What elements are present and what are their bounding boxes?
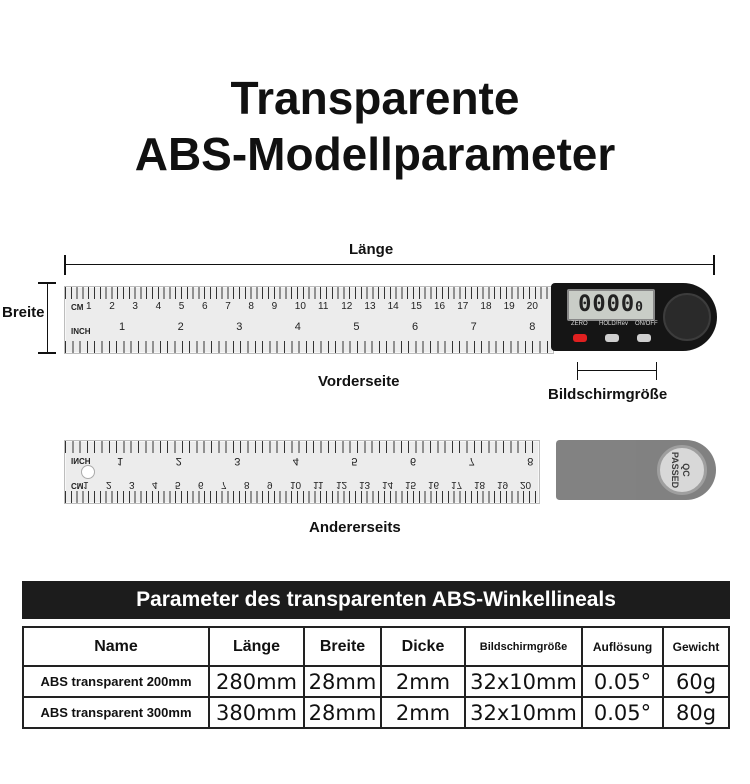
front-cm-number-5: 5	[178, 301, 185, 312]
page-title	[0, 70, 750, 182]
front-cm-number-13: 13	[364, 301, 376, 312]
front-inch-number-1: 1	[119, 321, 126, 333]
hold-button[interactable]	[605, 334, 619, 342]
back-cm-number-7: 7	[221, 479, 227, 490]
back-cm-number-8: 8	[244, 479, 250, 490]
front-cm-number-12: 12	[341, 301, 353, 312]
onoff-button[interactable]	[637, 334, 651, 342]
back-inch-number-4: 4	[292, 455, 299, 467]
front-inch-number-5: 5	[353, 321, 360, 333]
front-cm-number-15: 15	[410, 301, 422, 312]
back-inch-number-6: 6	[410, 455, 417, 467]
digital-display-head	[551, 283, 717, 351]
back-head	[556, 440, 716, 500]
front-cm-number-11: 11	[318, 301, 329, 312]
qc-passed-stamp	[657, 445, 707, 495]
screen-size-cap-right	[656, 362, 657, 380]
front-cm-number-4: 4	[155, 301, 162, 312]
cell-weight: 60g	[663, 666, 729, 697]
header-weight: Gewicht	[663, 627, 729, 666]
back-cm-number-4: 4	[152, 479, 158, 490]
zero-button-label: ZERO	[571, 321, 588, 327]
front-ruler-inch-unit: INCH	[71, 327, 91, 336]
back-ruler-cm-unit: CM	[71, 481, 84, 490]
width-dimension-line	[47, 282, 48, 354]
back-cm-number-13: 13	[359, 479, 371, 490]
back-cm-number-20: 20	[520, 479, 532, 490]
back-inch-number-8: 8	[527, 455, 534, 467]
width-dimension-cap-top	[38, 282, 56, 284]
back-cm-number-3: 3	[129, 479, 135, 490]
front-cm-number-10: 10	[294, 301, 306, 312]
front-inch-number-4: 4	[294, 321, 301, 333]
lcd-reading: 0000	[578, 292, 636, 317]
rotation-knob[interactable]	[663, 293, 711, 341]
header-screen-size: Bildschirmgröße	[465, 627, 582, 666]
cell-length: 280mm	[209, 666, 304, 697]
qc-text: QC	[681, 463, 691, 477]
back-cm-number-5: 5	[175, 479, 181, 490]
front-cm-number-20: 20	[526, 301, 538, 312]
front-inch-number-3: 3	[236, 321, 243, 333]
front-cm-number-3: 3	[132, 301, 138, 312]
hold-button-label: HOLD/Rev	[599, 321, 629, 327]
front-cm-number-14: 14	[387, 301, 399, 312]
front-inch-number-7: 7	[470, 321, 477, 333]
front-side-label: Vorderseite	[318, 373, 400, 390]
hanging-hole	[81, 465, 95, 479]
header-name: Name	[23, 627, 209, 666]
table-row	[23, 697, 729, 728]
length-dimension-cap-left	[64, 255, 66, 275]
screen-size-cap-left	[577, 362, 578, 380]
cell-name: ABS transparent 300mm	[23, 697, 209, 728]
lcd-reading-suffix: 0	[635, 300, 644, 315]
front-inch-number-2: 2	[177, 321, 184, 333]
back-side-label: Andererseits	[309, 519, 401, 536]
back-cm-number-19: 19	[497, 479, 509, 490]
cell-resolution: 0.05°	[582, 697, 663, 728]
back-inch-number-1: 1	[117, 455, 124, 467]
cell-resolution: 0.05°	[582, 666, 663, 697]
back-inch-number-7: 7	[468, 455, 475, 467]
cell-screen-size: 32x10mm	[465, 666, 582, 697]
back-cm-number-12: 12	[336, 479, 348, 490]
front-cm-number-16: 16	[434, 301, 446, 312]
header-thickness: Dicke	[381, 627, 465, 666]
back-cm-number-14: 14	[382, 479, 394, 490]
front-cm-number-6: 6	[202, 301, 208, 312]
front-inch-number-6: 6	[412, 321, 419, 333]
zero-button[interactable]	[573, 334, 587, 342]
onoff-button-label: ON/OFF	[635, 321, 658, 327]
screen-size-dimension-line	[577, 370, 657, 371]
length-dimension-cap-right	[713, 255, 715, 275]
back-inch-number-3: 3	[234, 455, 241, 467]
cell-length: 380mm	[209, 697, 304, 728]
front-ruler-cm-unit: CM	[71, 303, 84, 312]
back-cm-number-15: 15	[405, 479, 417, 490]
back-cm-number-9: 9	[267, 479, 273, 490]
parameter-table	[22, 626, 730, 729]
cell-width: 28mm	[304, 697, 381, 728]
table-row	[23, 666, 729, 697]
width-label: Breite	[2, 304, 45, 321]
back-ruler-inch-unit: INCH	[71, 456, 91, 465]
length-label: Länge	[349, 241, 394, 258]
front-cm-number-1: 1	[86, 301, 92, 312]
back-inch-number-5: 5	[351, 455, 358, 467]
back-cm-number-6: 6	[198, 479, 204, 490]
back-ruler-cm-ticks	[65, 491, 539, 503]
front-cm-number-19: 19	[503, 301, 515, 312]
cell-name: ABS transparent 200mm	[23, 666, 209, 697]
screen-size-label: Bildschirmgröße	[548, 386, 668, 403]
back-cm-number-16: 16	[428, 479, 440, 490]
back-cm-number-2: 2	[106, 479, 112, 490]
back-cm-number-10: 10	[290, 479, 302, 490]
front-cm-number-8: 8	[248, 301, 254, 312]
cell-screen-size: 32x10mm	[465, 697, 582, 728]
front-ruler-cm-ticks	[65, 287, 553, 299]
header-resolution: Auflösung	[582, 627, 663, 666]
front-cm-number-9: 9	[271, 301, 278, 312]
header-length: Länge	[209, 627, 304, 666]
front-ruler	[64, 286, 554, 354]
back-cm-number-1: 1	[83, 479, 89, 490]
length-dimension-line	[64, 264, 715, 265]
title-line-1: Transparente	[230, 72, 520, 124]
cell-width: 28mm	[304, 666, 381, 697]
header-width: Breite	[304, 627, 381, 666]
back-ruler	[64, 440, 540, 504]
front-cm-number-2: 2	[109, 301, 115, 312]
back-cm-number-17: 17	[451, 479, 463, 490]
table-header-row	[23, 627, 729, 666]
back-cm-number-18: 18	[474, 479, 486, 490]
cell-thickness: 2mm	[381, 697, 465, 728]
title-line-2: ABS-Modellparameter	[134, 128, 616, 180]
passed-text: PASSED	[670, 451, 680, 489]
front-cm-number-18: 18	[480, 301, 492, 312]
front-inch-number-8: 8	[529, 321, 536, 333]
front-cm-number-7: 7	[225, 301, 231, 312]
front-ruler-inch-ticks	[65, 341, 553, 353]
back-inch-number-2: 2	[175, 455, 182, 467]
front-cm-number-17: 17	[457, 301, 469, 312]
back-cm-number-11: 11	[313, 479, 324, 490]
lcd-screen	[567, 289, 655, 321]
cell-thickness: 2mm	[381, 666, 465, 697]
width-dimension-cap-bottom	[38, 352, 56, 354]
back-ruler-inch-ticks	[65, 441, 539, 453]
cell-weight: 80g	[663, 697, 729, 728]
table-banner: Parameter des transparenten ABS-Winkellineals	[22, 581, 730, 619]
